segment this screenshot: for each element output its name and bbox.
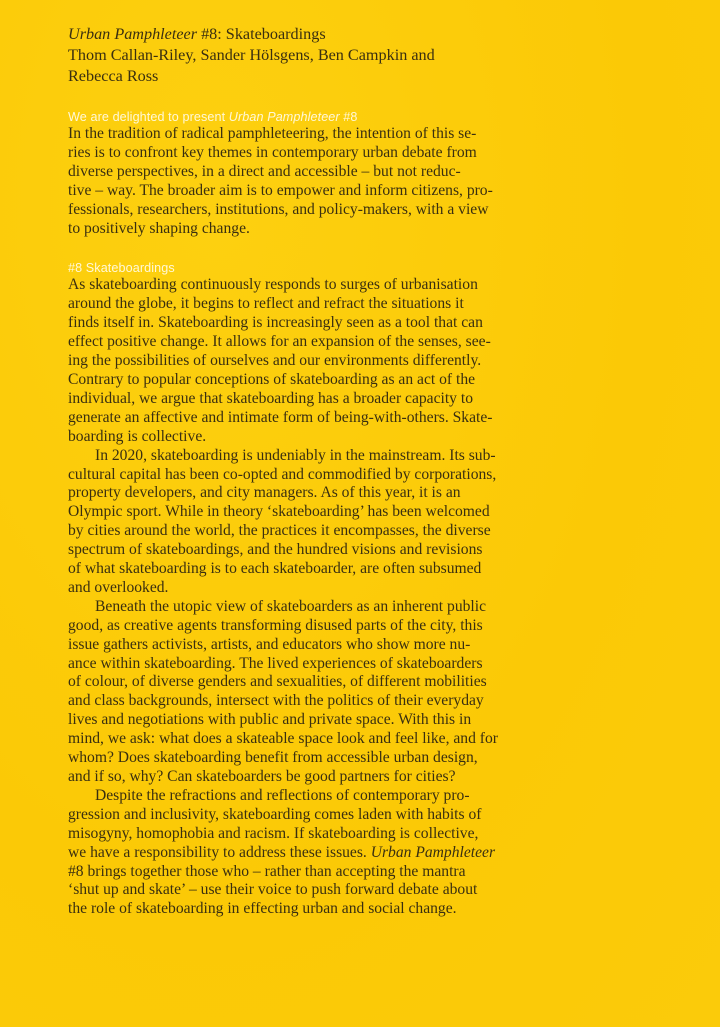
text-line: Contrary to popular conceptions of skateboarding as an act of the [68, 370, 476, 388]
text-line: effect positive change. It allows for an expansion of the senses, see- [68, 333, 491, 351]
text-line: and class backgrounds, intersect with the politics of their everyday [68, 692, 484, 710]
text-line: by cities around the world, the practices it encompasses, the diverse [68, 522, 491, 540]
publication-name-italic: Urban Pamphleteer [370, 843, 496, 861]
text-line: and overlooked. [68, 578, 169, 596]
paragraph-4 [68, 787, 528, 919]
text-line [68, 844, 528, 863]
text-line: mind, we ask: what does a skateable space look and feel like, and for [68, 730, 498, 748]
text-line: ing the possibilities of ourselves and our environments differently. [68, 352, 482, 370]
text-line: gression and inclusivity, skateboarding comes laden with habits of [68, 805, 482, 823]
text-line: ‘shut up and skate’ – use their voice to push forward debate about [68, 881, 478, 899]
text-line: of what skateboarding is to each skateboarder, are often subsumed [68, 560, 482, 578]
intro-paragraph [68, 125, 528, 238]
text-line: In the tradition of radical pamphleteering, the intention of this se- [68, 125, 477, 142]
text-line: diverse perspectives, in a direct and accessible – but not reduc- [68, 162, 461, 180]
text-line: tive – way. The broader aim is to empower and inform citizens, pro- [68, 181, 493, 199]
text-line: Despite the refractions and reflections of contemporary pro- [95, 786, 470, 804]
text-line: cultural capital has been co-opted and commodified by corporations, [68, 465, 497, 483]
text-line: individual, we argue that skateboarding has a broader capacity to [68, 389, 474, 407]
text-line: Olympic sport. While in theory ‘skateboarding’ has been welcomed [68, 503, 490, 521]
text-line: and if so, why? Can skateboarders be good partners for cities? [68, 768, 456, 785]
text-line: As skateboarding continuously responds to surges of urbanisation [68, 276, 478, 294]
intro-section [68, 109, 528, 238]
intro-heading-prefix: We are delighted to present [68, 110, 229, 124]
text-line: issue gathers activists, artists, and educators who show more nu- [68, 635, 471, 653]
text-line: Beneath the utopic view of skateboarders as an inherent public [95, 597, 487, 615]
text-line: the role of skateboarding in effecting urban and social change. [68, 900, 457, 918]
intro-heading [68, 109, 528, 125]
paragraph-2 [68, 447, 528, 598]
text-line: In 2020, skateboarding is undeniably in the mainstream. Its sub- [95, 446, 496, 464]
credits-block [68, 24, 528, 87]
text-line: around the globe, it begins to reflect and refract the situations it [68, 295, 464, 313]
text-line: lives and negotiations with public and private space. With this in [68, 711, 472, 729]
text-line: finds itself in. Skateboarding is increasingly seen as a tool that can [68, 314, 483, 332]
text-line: property developers, and city managers. As of this year, it is an [68, 484, 461, 502]
paragraph-3 [68, 598, 528, 787]
text-line: ries is to confront key themes in contemporary urban debate from [68, 143, 477, 161]
text-line: ance within skateboarding. The lived experiences of skateboarders [68, 654, 483, 672]
text-line: good, as creative agents transforming disused parts of the city, this [68, 616, 483, 634]
skateboardings-section [68, 260, 528, 919]
text-line: to positively shaping change. [68, 219, 250, 237]
publication-title-rest: #8: Skateboardings [197, 25, 326, 43]
text-line: spectrum of skateboardings, and the hundred visions and revisions [68, 541, 483, 559]
authors-line-2: Rebecca Ross [68, 67, 159, 85]
text-line: fessionals, researchers, institutions, and policy-makers, with a view [68, 200, 489, 218]
text-line: misogyny, homophobia and racism. If skateboarding is collective, [68, 824, 479, 842]
skateboardings-heading: #8 Skateboardings [68, 261, 175, 276]
text-line: #8 brings together those who – rather than accepting the mantra [68, 862, 466, 880]
text-line: boarding is collective. [68, 427, 207, 445]
authors-line-1: Thom Callan-Riley, Sander Hölsgens, Ben Campkin and [68, 46, 435, 64]
text-line: of colour, of diverse genders and sexualities, of different mobilities [68, 673, 487, 691]
text-line: whom? Does skateboarding benefit from accessible urban design, [68, 749, 478, 767]
paragraph-1 [68, 276, 528, 446]
text-line: generate an affective and intimate form of being-with-others. Skate- [68, 408, 493, 426]
pamphlet-page [68, 24, 528, 941]
intro-heading-suffix: #8 [339, 110, 358, 124]
publication-title-italic: Urban Pamphleteer [68, 25, 198, 43]
text-line-prefix: we have a responsibility to address these issues. [68, 843, 371, 861]
intro-heading-italic: Urban Pamphleteer [228, 110, 340, 124]
publication-title [68, 24, 528, 45]
